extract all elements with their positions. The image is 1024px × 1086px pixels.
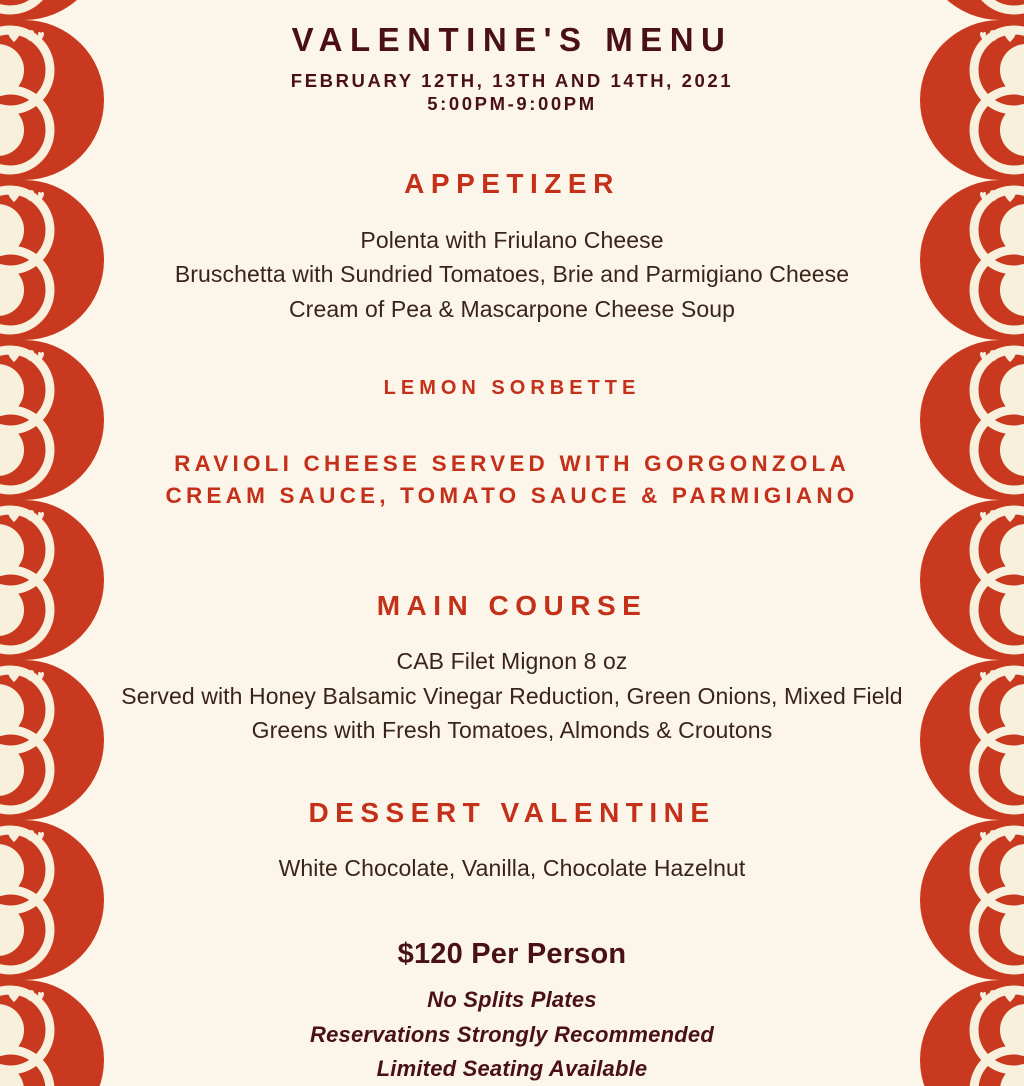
menu-hours: 5:00PM-9:00PM [427,93,597,115]
right-decorative-border [928,0,1024,1024]
section-heading-pasta-line-2: CREAM SAUCE, TOMATO SAUCE & PARMIGIANO [165,482,859,508]
menu-item: Served with Honey Balsamic Vinegar Reduction, Green Onions, Mixed Field [121,682,903,709]
section-heading-pasta-line-1: RAVIOLI CHEESE SERVED WITH GORGONZOLA [174,451,850,477]
menu-content [96,0,928,1081]
section-heading-appetizer: APPETIZER [404,168,620,200]
section-heading-dessert: DESSERT VALENTINE [308,796,716,828]
page-title: VALENTINE'S MENU [291,21,733,58]
menu-item: Polenta with Friulano Cheese [360,226,664,253]
scalloped-heart-border-mirrored-icon [928,0,1024,1024]
footer-note: No Splits Plates [427,987,597,1013]
menu-item: CAB Filet Mignon 8 oz [396,648,628,675]
menu-item: White Chocolate, Vanilla, Chocolate Hazelnut [278,855,746,882]
menu-dates: FEBRUARY 12TH, 13TH AND 14TH, 2021 [290,70,734,92]
footer-note: Reservations Strongly Recommended [310,1021,714,1047]
menu-item: Bruschetta with Sundried Tomatoes, Brie and Parmigiano Cheese [174,261,850,288]
section-heading-main-course: MAIN COURSE [376,589,648,621]
scalloped-heart-border-icon [0,0,96,1024]
section-heading-sorbette: LEMON SORBETTE [383,377,641,400]
left-decorative-border [0,0,96,1024]
menu-item: Greens with Fresh Tomatoes, Almonds & Croutons [251,717,773,744]
price-per-person: $120 Per Person [397,937,627,970]
menu-item: Cream of Pea & Mascarpone Cheese Soup [288,295,736,322]
footer-note: Limited Seating Available [376,1055,648,1081]
